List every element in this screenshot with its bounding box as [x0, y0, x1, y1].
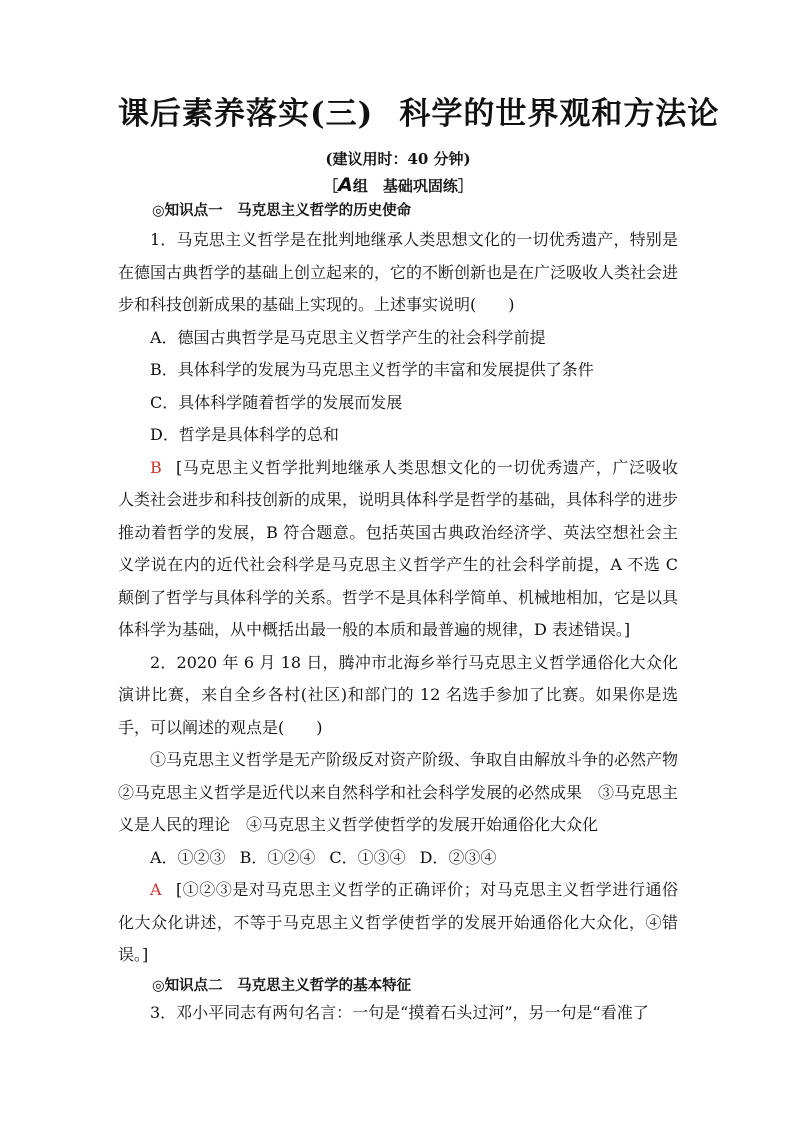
group-letter: A — [338, 174, 353, 196]
answer-explanation: [①②③是对马克思主义哲学的正确评价；对马克思主义哲学进行通俗化大众化讲述，不等于马克思主义哲学使哲学的发展开始通俗化大众化，④错误。] — [118, 880, 678, 964]
question-1-option-c: C．具体科学随着哲学的发展而发展 — [150, 392, 403, 412]
title-part1: 课后素养落实(三) — [118, 96, 374, 132]
suggested-time: (建议用时：40 分钟) — [325, 150, 471, 168]
question-1-option-d: D．哲学是具体科学的总和 — [150, 425, 339, 444]
question-2-answer — [118, 874, 678, 972]
group-heading — [118, 174, 678, 197]
question-2-stem: 2．2020 年 6 月 18 日，腾冲市北海乡举行马克思主义哲学通俗化大众化演讲比赛，来自全乡各村(社区)和部门的 12 名选手参加了比赛。如果你是选手，可以阐述的观点是( ) — [118, 652, 678, 737]
question-2-option-d: D．②③④ — [419, 847, 497, 867]
bracket-close: ］ — [457, 177, 473, 195]
title-part2: 科学的世界观和方法论 — [399, 96, 720, 132]
answer-letter: B — [150, 457, 162, 477]
question-1-stem: 1．马克思主义哲学是在批判地继承人类思想文化的一切优秀遗产，特别是在德国古典哲学的基础上创立起来的，它的不断创新也是在广泛吸收人类社会进步和科技创新成果的基础上实现的。上述事实说明( ) — [118, 230, 679, 314]
group-label: 组 基础巩固练 — [352, 177, 458, 195]
question-2-option-b: B．①②④ — [239, 847, 316, 867]
answer-explanation: [马克思主义哲学批判地继承人类思想文化的一切优秀遗产，广泛吸收人类社会进步和科技创新的成果，说明具体科学是哲学的基础，具体科学的进步推动着哲学的发展，B 符合题意。包括英国古典政治经济学、英法空想社会主义学说在内的近代社会科学是马克思主义哲学产生的社会科学前提，A 不选 C 颠倒了哲学与具体科学的关系。哲学不是具体科学简单、机械地相加，它是以具体科学为基础，从中概括出最一般的本质和最普遍的规律，D 表述错误。] — [118, 457, 679, 639]
question-1-option-a: A．德国古典哲学是马克思主义哲学产生的社会科学前提 — [150, 327, 546, 347]
question-2-statements: ①马克思主义哲学是无产阶级反对资产阶级、争取自由解放斗争的必然产物 ②马克思主义哲学是近代以来自然科学和社会科学发展的必然成果 ③马克思主义是人民的理论 ④马克思主义哲学使哲学的发展开始通俗化大众化 — [118, 750, 695, 834]
page-title — [118, 92, 720, 136]
answer-letter: A — [150, 880, 162, 899]
bracket-open: ［ — [323, 177, 339, 195]
question-2-option-c: C．①③④ — [329, 847, 406, 867]
document-page — [118, 92, 720, 1029]
section-heading-1: ◎知识点一 马克思主义哲学的历史使命 — [152, 202, 412, 219]
question-3-stem: 3．邓小平同志有两句名言：一句是“摸着石头过河”，另一句是“看准了 — [150, 1002, 649, 1022]
question-2-option-a: A．①②③ — [150, 847, 226, 867]
question-1-option-b: B．具体科学的发展为马克思主义哲学的丰富和发展提供了条件 — [150, 360, 594, 379]
question-1-answer — [118, 452, 678, 647]
question-2-options — [118, 842, 678, 875]
section-heading-2: ◎知识点二 马克思主义哲学的基本特征 — [152, 976, 412, 994]
